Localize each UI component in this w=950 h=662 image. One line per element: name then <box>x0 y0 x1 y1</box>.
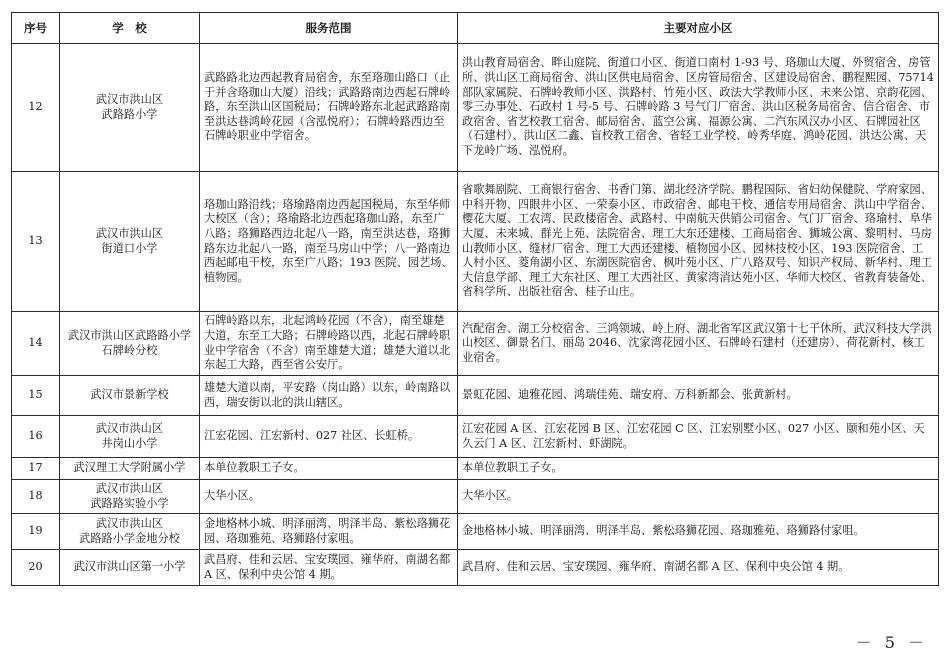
school-name-line: 武汉理工大学附属小学 <box>73 461 186 475</box>
communities: 金地格林小城、明泽丽湾、明泽半岛、紫松珞狮花园、珞珈雅苑、珞狮路付家咀。 <box>458 514 939 550</box>
service-area: 金地格林小城、明泽丽湾、明泽半岛、紫松珞狮花园、珞珈雅苑、珞狮路付家咀。 <box>200 514 458 550</box>
communities: 江宏花园 A 区、江宏花园 B 区、江宏花园 C 区、江宏别墅小区、027 小区、颐和苑小区、天久云门 A 区、江宏新村、虾湖院。 <box>458 416 939 458</box>
row-number: 12 <box>12 44 60 172</box>
communities: 景虹花园、迪雅花园、鸿瑞佳苑、瑞安府、万科新都会、张黄新村。 <box>458 376 939 416</box>
school-name-line: 武汉市洪山区武路路小学 <box>67 328 192 342</box>
communities: 洪山教育局宿舍、畔山庭院、街道口小区、街道口南村 1-93 号、珞珈山大厦、外贸宿舍、房管所、洪山区工商局宿舍、洪山区供电局宿舍、区房管局宿舍、区建设局宿舍、鹏程熙园、75714 部队家属院、石牌岭教师小区、洪路村、竹苑小区、政法大学教师小区、未来公馆、京韵花园、零三办事处、石政村 1 号-5 号、石牌岭路 3 号气门厂宿舍、洪山区税务局宿舍、信合宿舍、市政宿舍、省艺校教工宿舍、邮局宿舍、蓝空公寓、福源公寓、二汽东风汉办小区、石牌园社区（石建村）、洪山区二鑫、盲校教工宿舍、省轻工业学校、岭秀华庭、鸿岭花园、洪达公寓、天下龙岭广场、泓悦府。 <box>458 44 939 172</box>
school-name-line: 武路路实验小学 <box>90 496 169 510</box>
school-name-line: 武汉市洪山区 <box>95 226 164 240</box>
table-row <box>12 312 939 376</box>
school-name <box>60 550 200 586</box>
service-area: 大华小区。 <box>200 480 458 514</box>
table-row <box>12 376 939 416</box>
row-number: 20 <box>12 550 60 586</box>
school-name-line: 武汉市洪山区 <box>95 421 164 435</box>
school-name-line: 武路路小学 <box>101 107 158 121</box>
school-name-line: 井岗山小学 <box>101 436 158 450</box>
school-name-line: 武汉市洪山区第一小学 <box>73 560 186 574</box>
header-number: 序号 <box>12 13 60 44</box>
school-name <box>60 514 200 550</box>
school-name-line: 街道口小学 <box>101 241 158 255</box>
communities: 武昌府、佳和云居、宝安璞园、雍华府、南湖名都 A 区、保利中央公馆 4 期。 <box>458 550 939 586</box>
row-number: 13 <box>12 172 60 312</box>
school-name-line: 武路路小学金地分校 <box>79 531 180 545</box>
table-row <box>12 416 939 458</box>
row-number: 16 <box>12 416 60 458</box>
service-area: 武路路北边西起教育局宿舍，东至珞珈山路口（止于并含珞珈山大厦）沿线；武路路南边西起石牌岭路，东至洪山区国税局；石牌岭路东北起武路路南至洪达巷鸿岭花园（含泓悦府）；石牌岭路西边至石牌岭职业中学宿舍。 <box>200 44 458 172</box>
service-area: 雄楚大道以南，平安路（岗山路）以东，岭南路以西，瑞安街以北的洪山辖区。 <box>200 376 458 416</box>
row-number: 18 <box>12 480 60 514</box>
table-row <box>12 480 939 514</box>
school-name <box>60 44 200 172</box>
row-number: 15 <box>12 376 60 416</box>
school-name-line: 武汉市洪山区 <box>95 92 164 106</box>
table-header-row <box>12 13 939 44</box>
school-name <box>60 416 200 458</box>
row-number: 17 <box>12 458 60 480</box>
service-area: 武昌府、佳和云居、宝安璞园、雍华府、南湖名都 A 区、保利中央公馆 4 期。 <box>200 550 458 586</box>
service-area: 本单位教职工子女。 <box>200 458 458 480</box>
school-name-line: 武汉市洪山区 <box>95 481 164 495</box>
table-row <box>12 514 939 550</box>
page-number: － 5 － <box>855 633 928 652</box>
school-name-line: 武汉市洪山区 <box>95 516 164 530</box>
school-district-table <box>11 12 939 586</box>
communities: 本单位教职工子女。 <box>458 458 939 480</box>
school-name-line: 武汉市景新学校 <box>90 388 169 402</box>
communities: 大华小区。 <box>458 480 939 514</box>
table-row <box>12 550 939 586</box>
school-name-line: 石牌岭分校 <box>101 343 158 357</box>
table-row <box>12 44 939 172</box>
school-name <box>60 458 200 480</box>
school-name <box>60 480 200 514</box>
header-school: 学 校 <box>60 13 200 44</box>
communities: 汽配宿舍、湖工分校宿舍、三鸿领城、岭上府、湖北省军区武汉第十七干休所、武汉科技大学洪山校区、御景名门、丽岛 2046、沈家湾花园小区、石牌岭石建村（还建房）、荷花新村、核工业宿舍。 <box>458 312 939 376</box>
header-communities: 主要对应小区 <box>458 13 939 44</box>
row-number: 19 <box>12 514 60 550</box>
header-service-area: 服务范围 <box>200 13 458 44</box>
table-row <box>12 172 939 312</box>
school-name <box>60 376 200 416</box>
service-area: 江宏花园、江宏新村、027 社区、长虹桥。 <box>200 416 458 458</box>
communities: 省歌舞剧院、工商银行宿舍、书香门第、湖北经济学院、鹏程国际、省妇幼保健院、学府家园、中科开物、四眼井小区、一荣泰小区、市政宿舍、邮电干校、通信专用局宿舍、洪山中学宿舍、樱花大厦、工农湾、民政楼宿舍、武路村、中南航天供销公司宿舍、气门厂宿舍、珞瑜村、阜华大厦、未来城、群光上苑、法院宿舍、理工大东还建楼、工商局宿舍、狮城公寓、黎明村、马房山教师小区、缝材厂宿舍、理工大西还建楼、植物园小区、园林技校小区、193 医院宿舍、工人村小区、菱角湖小区、东湖医院宿舍、枫叶苑小区、广八路双号、知识产权局、新华村、理工大信息学部、理工大东社区、理工大西社区、黄家湾消达苑小区、华师大校区、省教育装备处、省科学所、出版社宿舍、桂子山庄。 <box>458 172 939 312</box>
service-area: 石牌岭路以东，北起鸿岭花园（不含），南至雄楚大道，东至工大路；石牌岭路以西，北起石牌岭职业中学宿舍（不含）南至雄楚大道；雄楚大道以北东起工大路，西至省公安厅。 <box>200 312 458 376</box>
school-name <box>60 312 200 376</box>
row-number: 14 <box>12 312 60 376</box>
school-name <box>60 172 200 312</box>
table-row <box>12 458 939 480</box>
service-area: 珞珈山路沿线；珞瑜路南边西起国税局，东至华师大校区（含）；珞瑜路北边西起珞珈山路，东至广八路；珞狮路西边北起八一路，南至洪达巷，珞狮路东边北起八一路，南至马房山中学；八一路南边西起邮电干校，东至广八路；193 医院、园艺场、植物园。 <box>200 172 458 312</box>
